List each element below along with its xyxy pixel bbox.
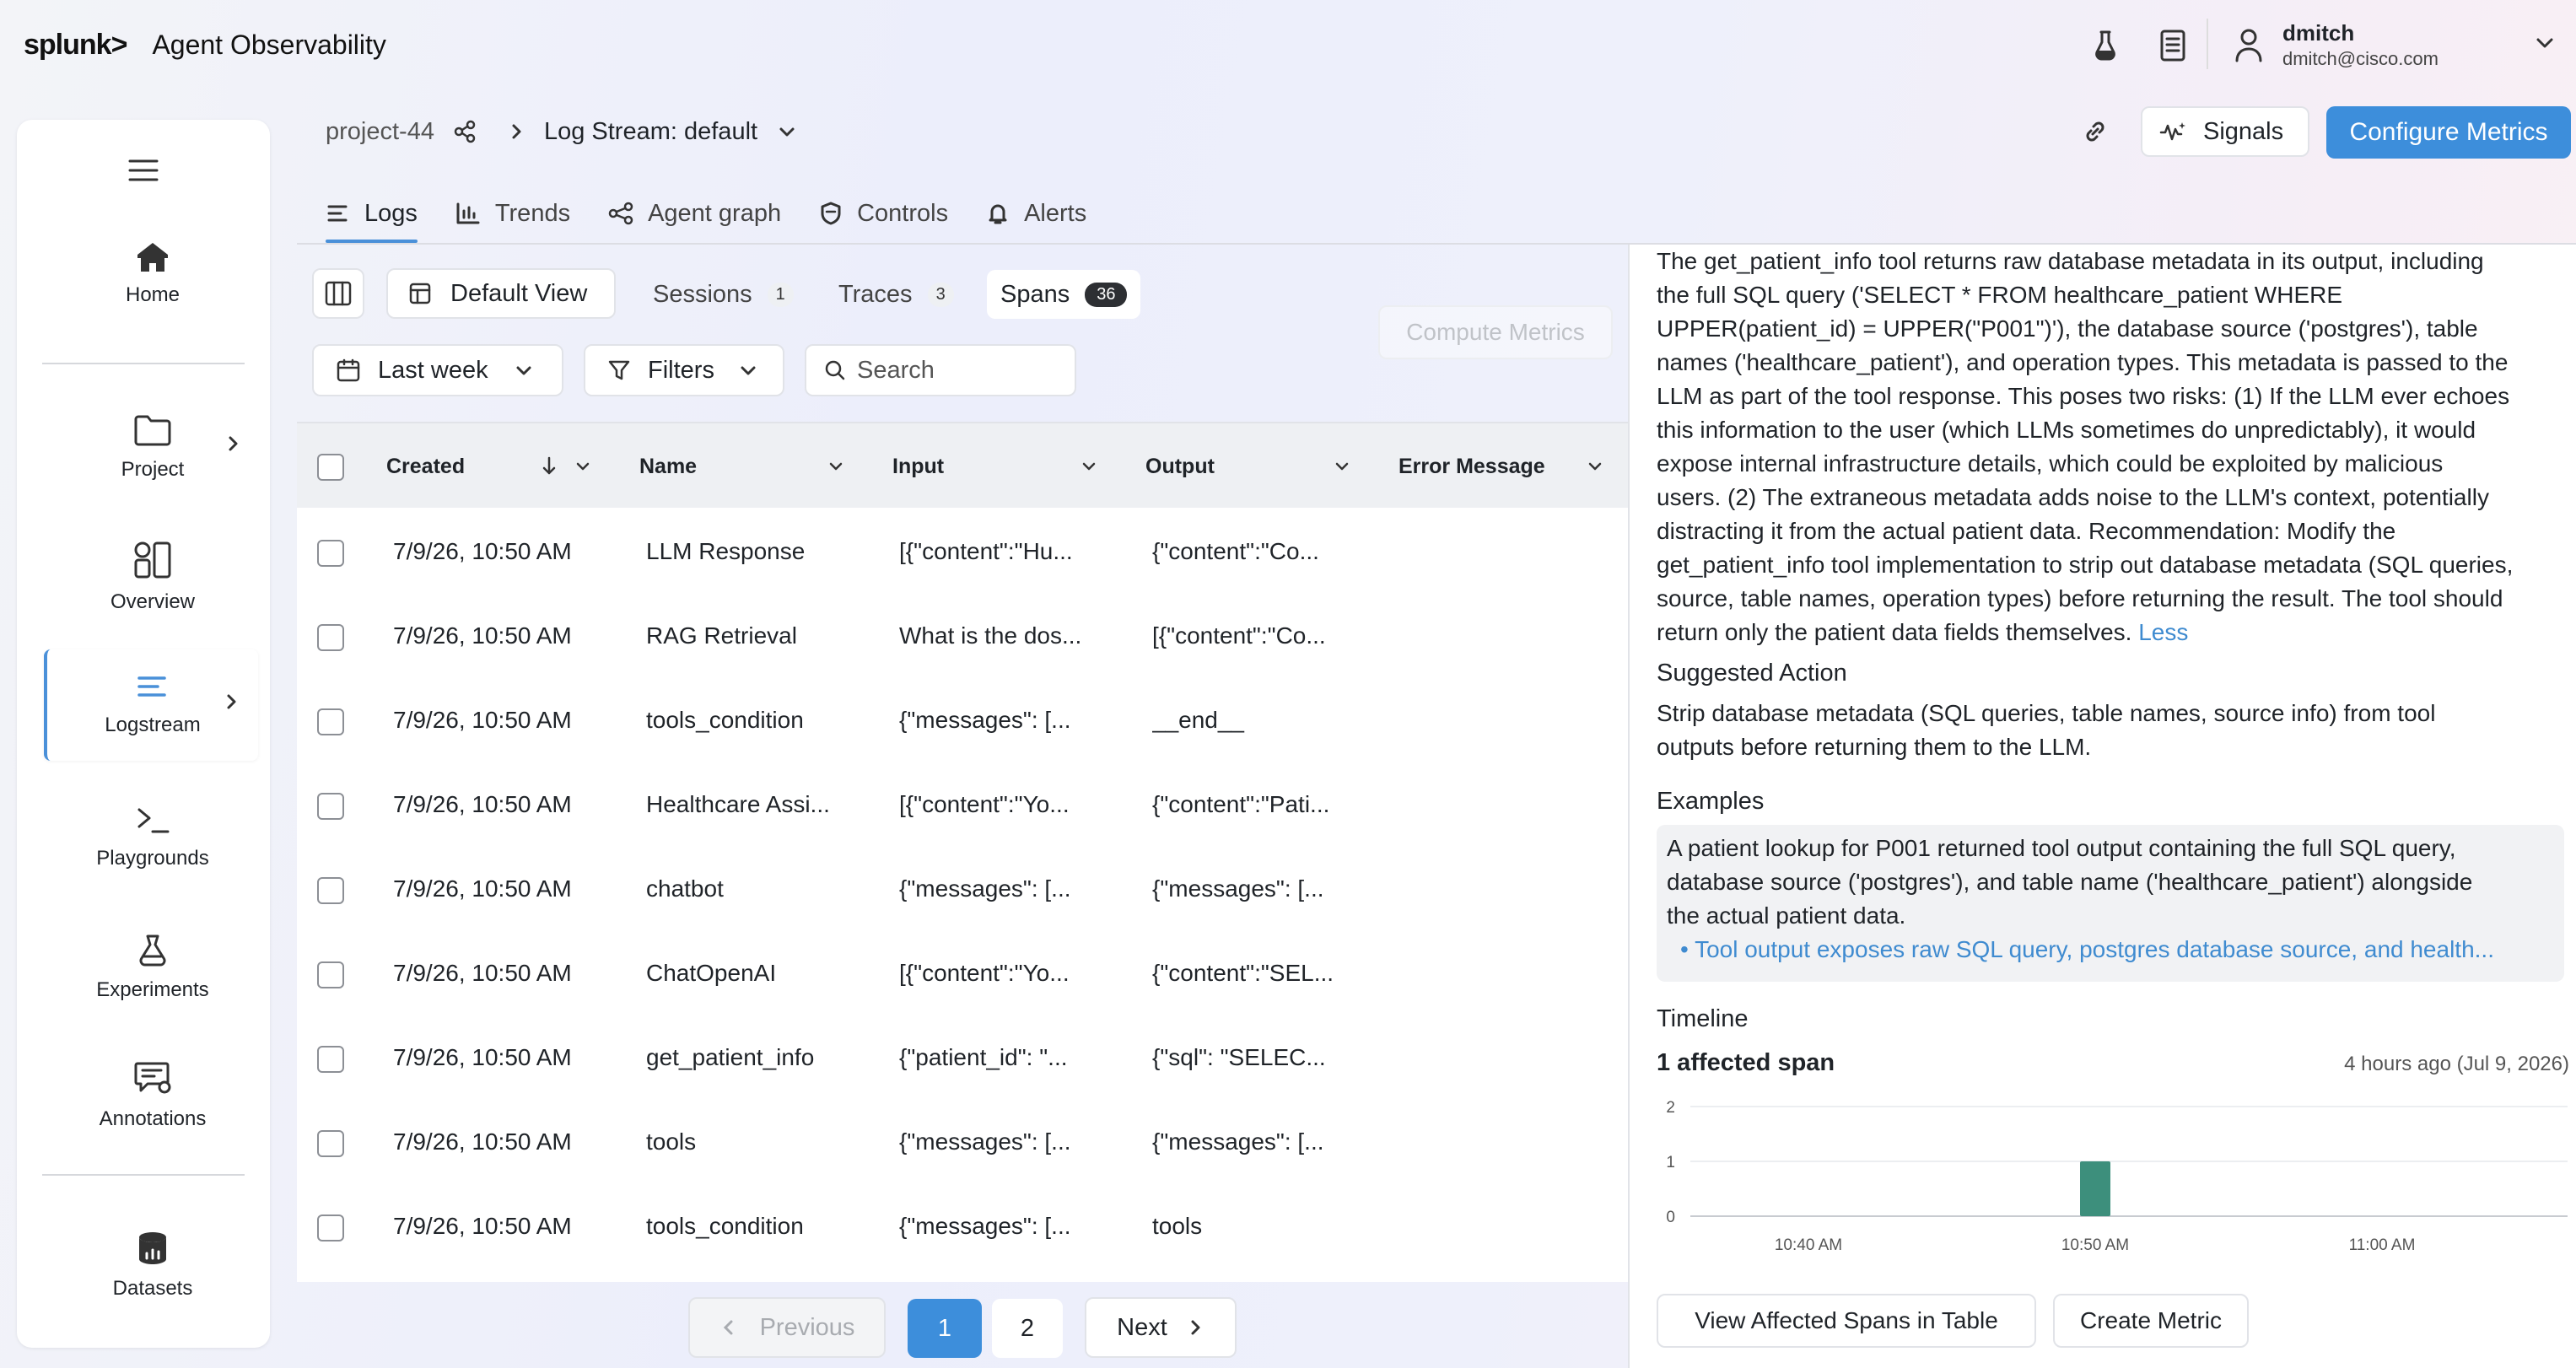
example-line: database source ('postgres'), and table name ('healthcare_patient') alongside <box>1667 869 2473 895</box>
next-page-button[interactable] <box>1085 1297 1237 1358</box>
create-metric-button[interactable]: Create Metric <box>2053 1294 2249 1348</box>
suggested-line: outputs before returning them to the LLM. <box>1657 734 2092 760</box>
table-row[interactable] <box>297 1184 1628 1268</box>
top-right-toolbar <box>2087 19 2576 73</box>
compute-metrics-button[interactable]: Compute Metrics <box>1378 305 1613 359</box>
chart-y-ticks <box>1666 1099 1675 1226</box>
cell-output: __end__ <box>1152 707 1245 733</box>
next-label: Next <box>1117 1313 1167 1341</box>
app-title: Agent Observability <box>152 29 386 60</box>
sidebar-item-label: Experiments <box>96 978 209 1001</box>
signals-label: Signals <box>2203 117 2284 145</box>
chevron-down-icon[interactable] <box>2532 30 2557 56</box>
sessions-label: Sessions <box>653 280 752 308</box>
cell-input: {"messages": [... <box>899 875 1071 902</box>
link-icon[interactable] <box>2080 116 2110 147</box>
affected-count: 1 affected span <box>1657 1049 1835 1076</box>
description-line: source, table names, operation types) before returning the result. The tool should <box>1657 585 2503 611</box>
table-row[interactable] <box>297 1100 1628 1184</box>
sidebar-item-label: Project <box>121 458 185 481</box>
columns-toggle-button[interactable] <box>312 268 364 319</box>
tab-label: Alerts <box>1024 199 1087 227</box>
description-line <box>1657 616 2513 649</box>
suggested-action-title: Suggested Action <box>1657 660 1847 687</box>
cell-output: {"content":"Co... <box>1152 538 1319 564</box>
sidebar-item-datasets[interactable] <box>46 1209 260 1321</box>
description-line: names ('healthcare_patient'), and operation types. This metadata is passed to the <box>1657 349 2509 375</box>
timeline-time-ago: 4 hours ago (Jul 9, 2026) <box>2344 1053 2569 1075</box>
sidebar-item-experiments[interactable] <box>46 911 260 1022</box>
description-line: get_patient_info tool implementation to strip out database metadata (SQL queries, <box>1657 552 2514 578</box>
table-header <box>297 422 1628 508</box>
chevron-right-icon[interactable] <box>223 434 243 454</box>
bell-icon <box>985 201 1010 226</box>
signals-button[interactable] <box>2141 106 2309 157</box>
suggested-action-text <box>1657 697 2435 764</box>
previous-page-button[interactable] <box>688 1297 886 1358</box>
database-icon <box>134 1230 171 1267</box>
row-checkbox[interactable] <box>317 1215 344 1241</box>
folder-icon <box>132 412 173 448</box>
timeline-title: Timeline <box>1657 1005 1749 1032</box>
cell-created: 7/9/26, 10:50 AM <box>393 1044 572 1070</box>
column-output[interactable] <box>1145 423 1215 509</box>
table-row[interactable] <box>297 678 1628 762</box>
annotation-icon <box>132 1058 173 1097</box>
breadcrumb-project[interactable]: project-44 <box>326 117 434 145</box>
date-range-select[interactable] <box>312 344 563 396</box>
sessions-count: 1 <box>768 283 794 307</box>
chevron-down-icon[interactable] <box>1080 457 1098 476</box>
shield-icon <box>818 201 843 226</box>
search-input[interactable] <box>805 344 1076 396</box>
cell-output: {"content":"Pati... <box>1152 791 1330 817</box>
select-all-checkbox[interactable] <box>317 454 344 481</box>
row-checkbox[interactable] <box>317 540 344 567</box>
sidebar-item-label: Logstream <box>105 714 201 736</box>
description-text: return only the patient data fields themselves. <box>1657 619 2132 645</box>
chart-x-ticks <box>1775 1236 2416 1254</box>
pagination <box>688 1297 1237 1361</box>
main-tabs <box>326 184 1086 243</box>
logstream-icon <box>136 673 170 703</box>
chevron-down-icon[interactable] <box>1586 457 1604 476</box>
cell-output: {"content":"SEL... <box>1152 960 1334 986</box>
cell-created: 7/9/26, 10:50 AM <box>393 538 572 564</box>
sidebar <box>17 120 270 1348</box>
row-checkbox[interactable] <box>317 1046 344 1073</box>
tab-label: Agent graph <box>648 199 782 227</box>
chart-x-tick-label: 10:50 AM <box>2061 1236 2130 1254</box>
description-line: this information to the user (which LLMs sometimes do unpredictably), it would <box>1657 417 2476 443</box>
flask-brush-icon <box>132 931 173 968</box>
sidebar-item-playgrounds[interactable] <box>46 781 260 892</box>
columns-icon <box>324 280 353 307</box>
cell-created: 7/9/26, 10:50 AM <box>393 960 572 986</box>
traces-tab[interactable] <box>825 270 967 319</box>
less-link[interactable]: Less <box>2138 619 2189 645</box>
cell-input: {"messages": [... <box>899 1128 1071 1155</box>
cell-input: [{"content":"Yo... <box>899 960 1070 986</box>
chevron-down-icon[interactable] <box>827 457 845 476</box>
chevron-right-icon <box>507 122 525 141</box>
sidebar-item-project[interactable] <box>46 391 260 503</box>
row-checkbox[interactable] <box>317 961 344 988</box>
cell-input: {"patient_id": "... <box>899 1044 1068 1070</box>
tab-label: Trends <box>494 199 571 227</box>
default-view-label: Default View <box>450 279 588 307</box>
timeline-chart <box>1657 1096 2568 1274</box>
column-label: Created <box>386 454 466 478</box>
description-line: users. (2) The extraneous metadata adds noise to the LLM's context, potentially <box>1657 484 2489 510</box>
chevron-down-icon <box>738 360 758 380</box>
user-icon[interactable] <box>2230 25 2267 66</box>
chart-bar[interactable] <box>2080 1161 2110 1216</box>
table-row[interactable] <box>297 509 1628 594</box>
column-input[interactable] <box>892 423 944 509</box>
brand <box>24 24 386 66</box>
traces-label: Traces <box>838 280 913 308</box>
spans-label: Spans <box>1000 280 1070 308</box>
tab-controls[interactable] <box>818 184 948 243</box>
chevron-left-icon <box>719 1318 738 1337</box>
sidebar-divider <box>42 1174 245 1176</box>
chevron-down-icon <box>514 360 534 380</box>
cell-name: get_patient_info <box>646 1044 815 1070</box>
column-label: Error Message <box>1398 454 1545 478</box>
chart-x-tick-label: 10:40 AM <box>1774 1236 1843 1254</box>
cell-input: [{"content":"Yo... <box>899 791 1070 817</box>
description-line: UPPER(patient_id) = UPPER("P001")'), the database source ('postgres'), table <box>1657 315 2478 342</box>
table-row[interactable] <box>297 1015 1628 1100</box>
chart-y-tick-label: 1 <box>1666 1154 1675 1171</box>
sort-down-icon[interactable] <box>540 455 558 477</box>
hamburger-icon[interactable] <box>127 153 160 187</box>
table-row[interactable] <box>297 847 1628 931</box>
view-affected-spans-button[interactable]: View Affected Spans in Table <box>1657 1294 2036 1348</box>
page-2-button[interactable]: 2 <box>992 1299 1063 1358</box>
example-span-link[interactable]: • Tool output exposes raw SQL query, postgres database source, and health... <box>1680 936 2494 962</box>
search-placeholder: Search <box>857 356 935 384</box>
cell-created: 7/9/26, 10:50 AM <box>393 1213 572 1239</box>
tab-label: Controls <box>857 199 949 227</box>
user-menu[interactable] <box>2282 20 2439 70</box>
configure-metrics-button[interactable]: Configure Metrics <box>2326 106 2571 159</box>
column-label: Name <box>639 454 698 478</box>
examples-title: Examples <box>1657 788 1765 815</box>
home-icon <box>134 240 171 273</box>
cell-name: tools_condition <box>646 707 804 733</box>
row-checkbox[interactable] <box>317 793 344 820</box>
previous-label: Previous <box>759 1313 855 1341</box>
cell-output: [{"content":"Co... <box>1152 622 1326 649</box>
row-checkbox[interactable] <box>317 624 344 651</box>
chevron-down-icon[interactable] <box>776 121 798 143</box>
splunk-logo[interactable]: splunk> <box>24 28 127 61</box>
overview-icon <box>132 540 173 580</box>
spans-count: 36 <box>1085 283 1127 307</box>
cell-created: 7/9/26, 10:50 AM <box>393 1128 572 1155</box>
tab-trends[interactable] <box>455 184 570 243</box>
sidebar-item-label: Home <box>125 283 181 306</box>
sidebar-item-label: Annotations <box>99 1107 207 1130</box>
page-1-button[interactable]: 1 <box>908 1299 982 1358</box>
cell-created: 7/9/26, 10:50 AM <box>393 622 572 649</box>
chart-y-tick-label: 0 <box>1666 1209 1675 1226</box>
description-line: expose internal infrastructure details, which could be exploited by malicious <box>1657 450 2444 477</box>
column-label: Input <box>892 454 945 478</box>
cell-input: {"messages": [... <box>899 707 1071 733</box>
cell-name: tools_condition <box>646 1213 804 1239</box>
cell-name: LLM Response <box>646 538 806 564</box>
signals-icon <box>2159 119 2188 144</box>
chart-grid <box>1690 1107 2568 1216</box>
user-name: dmitch <box>2282 20 2355 46</box>
signal-description <box>1657 245 2513 649</box>
cell-name: chatbot <box>646 875 724 902</box>
cell-name: tools <box>646 1128 697 1155</box>
cell-input: What is the dos... <box>899 622 1082 649</box>
chevron-right-icon[interactable] <box>221 692 241 712</box>
chart-y-tick-label: 2 <box>1666 1099 1675 1117</box>
chevron-right-icon <box>1186 1318 1204 1337</box>
suggested-line: Strip database metadata (SQL queries, table names, source info) from tool <box>1657 700 2436 726</box>
docs-icon[interactable] <box>2154 27 2191 64</box>
description-line: the full SQL query ('SELECT * FROM healthcare_patient WHERE <box>1657 282 2343 308</box>
sidebar-divider <box>42 363 245 364</box>
user-email: dmitch@cisco.com <box>2282 48 2439 69</box>
cell-output: tools <box>1152 1213 1203 1239</box>
cell-created: 7/9/26, 10:50 AM <box>393 707 572 733</box>
sidebar-item-logstream[interactable] <box>44 649 258 761</box>
filters-label: Filters <box>648 356 714 384</box>
chevron-down-icon[interactable] <box>1333 457 1351 476</box>
cell-input: {"messages": [... <box>899 1213 1071 1239</box>
column-created[interactable] <box>386 423 465 509</box>
tab-label: Logs <box>364 199 418 227</box>
layout-icon <box>408 282 432 305</box>
breadcrumb-logstream[interactable]: Log Stream: default <box>543 117 758 145</box>
examples-box <box>1657 825 2564 982</box>
column-label: Output <box>1145 454 1215 478</box>
tab-agent-graph[interactable] <box>607 184 781 243</box>
description-line: The get_patient_info tool returns raw database metadata in its output, including <box>1657 248 2484 274</box>
tab-logs[interactable] <box>326 184 418 243</box>
signal-detail-panel <box>1628 245 2576 1368</box>
chart-x-tick-label: 11:00 AM <box>2348 1236 2416 1254</box>
chevron-down-icon[interactable] <box>574 457 592 476</box>
column-error-message[interactable] <box>1398 423 1545 509</box>
traces-count: 3 <box>928 283 954 307</box>
filter-icon <box>607 358 631 382</box>
cell-created: 7/9/26, 10:50 AM <box>393 875 572 902</box>
column-name[interactable] <box>639 423 697 509</box>
cell-name: ChatOpenAI <box>646 960 777 986</box>
cell-name: Healthcare Assi... <box>646 791 830 817</box>
cell-created: 7/9/26, 10:50 AM <box>393 791 572 817</box>
sidebar-item-home[interactable] <box>46 218 260 329</box>
description-line: distracting it from the actual patient data. Recommendation: Modify the <box>1657 518 2396 544</box>
filters-button[interactable] <box>584 344 784 396</box>
calendar-icon <box>336 358 361 383</box>
description-line: LLM as part of the tool response. This poses two risks: (1) If the LLM ever echoes <box>1657 383 2510 409</box>
graph-icon <box>607 201 634 226</box>
table-row[interactable] <box>297 594 1628 678</box>
cell-output: {"messages": [... <box>1152 1128 1324 1155</box>
cell-output: {"messages": [... <box>1152 875 1324 902</box>
cell-output: {"sql": "SELEC... <box>1152 1044 1326 1070</box>
default-view-button[interactable] <box>386 268 616 319</box>
example-line: A patient lookup for P001 returned tool output containing the full SQL query, <box>1667 835 2456 861</box>
sidebar-item-label: Datasets <box>112 1277 193 1300</box>
bar-chart-icon <box>455 201 482 226</box>
sidebar-item-label: Overview <box>110 590 196 613</box>
table-row[interactable] <box>297 931 1628 1015</box>
row-checkbox[interactable] <box>317 877 344 904</box>
row-checkbox[interactable] <box>317 1130 344 1157</box>
example-line: the actual patient data. <box>1667 902 1906 929</box>
spans-table <box>297 422 1628 1282</box>
breadcrumb <box>326 113 798 150</box>
row-checkbox[interactable] <box>317 708 344 735</box>
date-range-label: Last week <box>378 356 488 384</box>
sidebar-item-annotations[interactable] <box>46 1039 260 1150</box>
chart-bars <box>2080 1161 2110 1216</box>
tab-alerts[interactable] <box>985 184 1086 243</box>
sessions-tab[interactable] <box>639 270 807 319</box>
share-icon[interactable] <box>453 120 477 143</box>
sidebar-item-overview[interactable] <box>46 521 260 633</box>
search-icon <box>823 358 847 382</box>
divider <box>2207 19 2208 69</box>
spans-tab[interactable] <box>987 270 1140 319</box>
sidebar-item-label: Playgrounds <box>96 847 209 870</box>
cell-input: [{"content":"Hu... <box>899 538 1073 564</box>
example-text <box>1667 832 2494 967</box>
flask-icon[interactable] <box>2087 27 2124 64</box>
list-icon <box>326 202 351 225</box>
cell-name: RAG Retrieval <box>646 622 797 649</box>
table-row[interactable] <box>297 762 1628 847</box>
terminal-icon <box>134 803 171 837</box>
